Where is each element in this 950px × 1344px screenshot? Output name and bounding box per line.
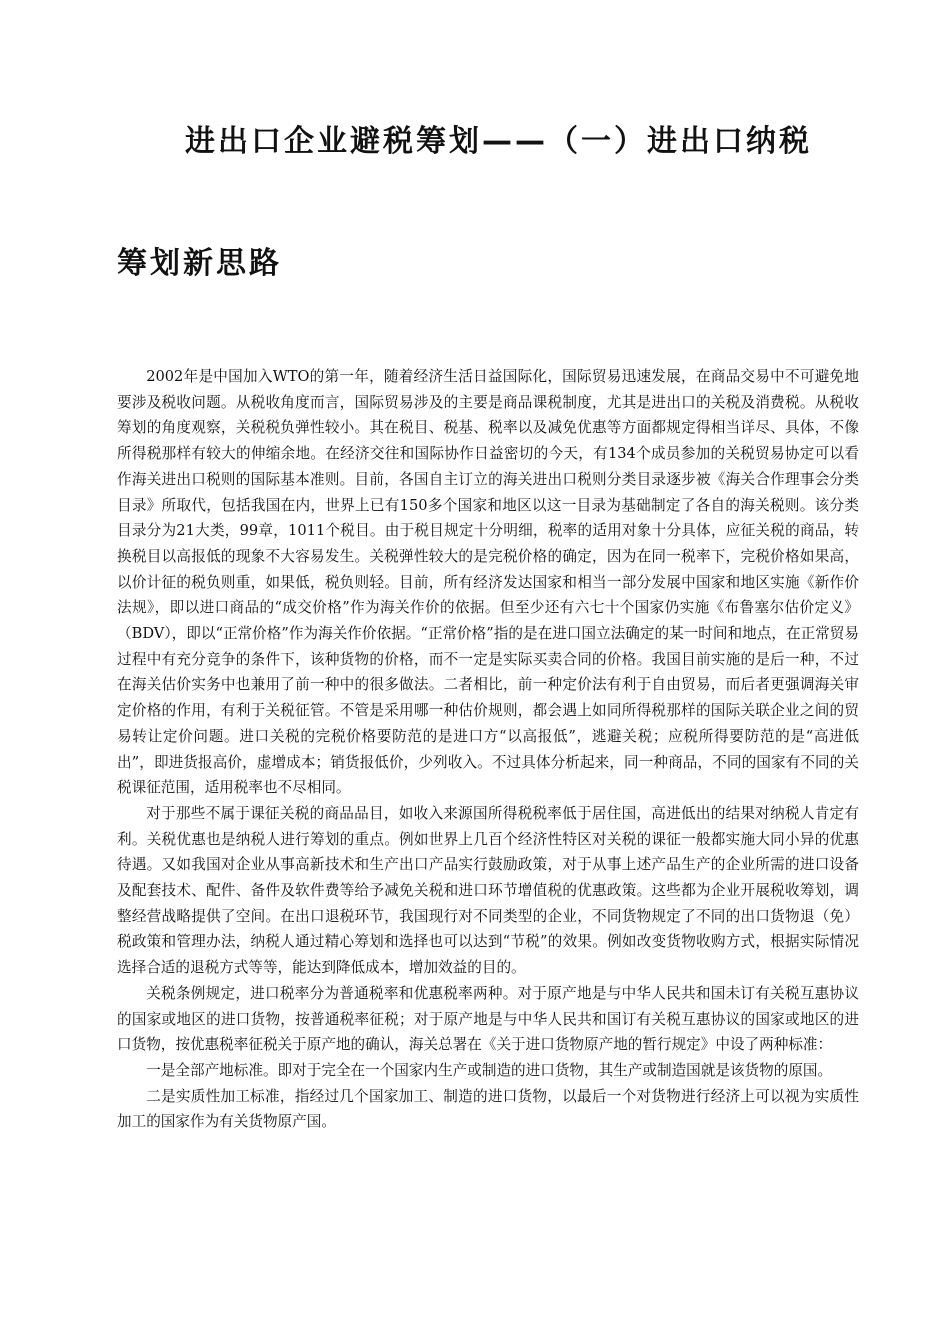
document-title-line-2: 筹划新思路 — [117, 246, 282, 281]
body-paragraph-4: 一是全部产地标准。即对于完全在一个国家内生产或制造的进口货物，其生产或制造国就是该货物的原国。 — [146, 1061, 833, 1079]
body-paragraph-3: 关税条例规定，进口税率分为普通税率和优惠税率两种。对于原产地是与中华人民共和国未订有关税互惠协议的国家或地区的进口货物，按普通税率征税；对于原产地是与中华人民共和国订有关税互惠协议的国家或地区的进口货物，按优惠税率征税关于原产地的确认，海关总署在《关于进口货物原产地的暂行规定》中设了两种标准： — [117, 984, 859, 1054]
document-title-line-1: 进出口企业避税筹划——（一）进出口纳税 — [185, 124, 812, 159]
body-paragraph-5: 二是实质性加工标准，指经过几个国家加工、制造的进口货物，以最后一个对货物进行经济上可以视为实质性加工的国家作为有关货物原产国。 — [117, 1087, 859, 1131]
document-body — [117, 364, 859, 1135]
body-paragraph-1: 2002年是中国加入WTO的第一年，随着经济生活日益国际化，国际贸易迅速发展，在商品交易中不可避免地要涉及税收问题。从税收角度而言，国际贸易涉及的主要是商品课税制度，尤其是进出口的关税及消费税。从税收筹划的角度观察，关税税负弹性较小。其在税目、税基、税率以及减免优惠等方面都规定得相当详尽、具体，不像所得税那样有较大的伸缩余地。在经济交往和国际协作日益密切的今天，有134个成员参加的关税贸易协定可以看作海关进出口税则的国际基本准则。目前，各国自主订立的海关进出口税则分类目录逐步被《海关合作理事会分类目录》所取代，包括我国在内，世界上已有150多个国家和地区以这一目录为基础制定了各自的海关税则。该分类目录分为21大类，99章，1011个税目。由于税目规定十分明细，税率的适用对象十分具体，应征关税的商品，转换税目以高报低的现象不大容易发生。关税弹性较大的是完税价格的确定，因为在同一税率下，完税价格如果高，以价计征的税负则重，如果低，税负则轻。目前，所有经济发达国家和相当一部分发展中国家和地区实施《新作价法规》，即以进口商品的“成交价格”作为海关作价的依据。但至少还有六七十个国家仍实施《布鲁塞尔估价定义》（BDV），即以“正常价格”作为海关作价依据。“正常价格”指的是在进口国立法确定的某一时间和地点，在正常贸易过程中有充分竞争的条件下，该种货物的价格，而不一定是实际买卖合同的价格。我国目前实施的是后一种，不过在海关估价实务中也兼用了前一种中的很多做法。二者相比，前一种定价法有利于自由贸易，而后者更强调海关审定价格的作用，有利于关税征管。不管是采用哪一种估价规则，都会遇上如同所得税那样的国际关联企业之间的贸易转让定价问题。进口关税的完税价格要防范的是进口方“以高报低”，逃避关税；应税所得要防范的是“高进低出”，即进货报高价，虚增成本；销货报低价，少列收入。不过具体分析起来，同一种商品，不同的国家有不同的关税课征范围，适用税率也不尽相同。 — [117, 368, 859, 797]
body-paragraph-2: 对于那些不属于课征关税的商品品目，如收入来源国所得税税率低于居住国，高进低出的结果对纳税人肯定有利。关税优惠也是纳税人进行筹划的重点。例如世界上几百个经济性特区对关税的课征一般都实施大同小异的优惠待遇。又如我国对企业从事高新技术和生产出口产品实行鼓励政策，对于从事上述产品生产的企业所需的进口设备及配套技术、配件、备件及软件费等给予减免关税和进口环节增值税的优惠政策。这些都为企业开展税收筹划，调整经营战略提供了空间。在出口退税环节，我国现行对不同类型的企业，不同货物规定了不同的出口货物退（免）税政策和管理办法，纳税人通过精心筹划和选择也可以达到“节税”的效果。例如改变货物收购方式，根据实际情况选择合适的退税方式等等，能达到降低成本，增加效益的目的。 — [117, 804, 859, 977]
